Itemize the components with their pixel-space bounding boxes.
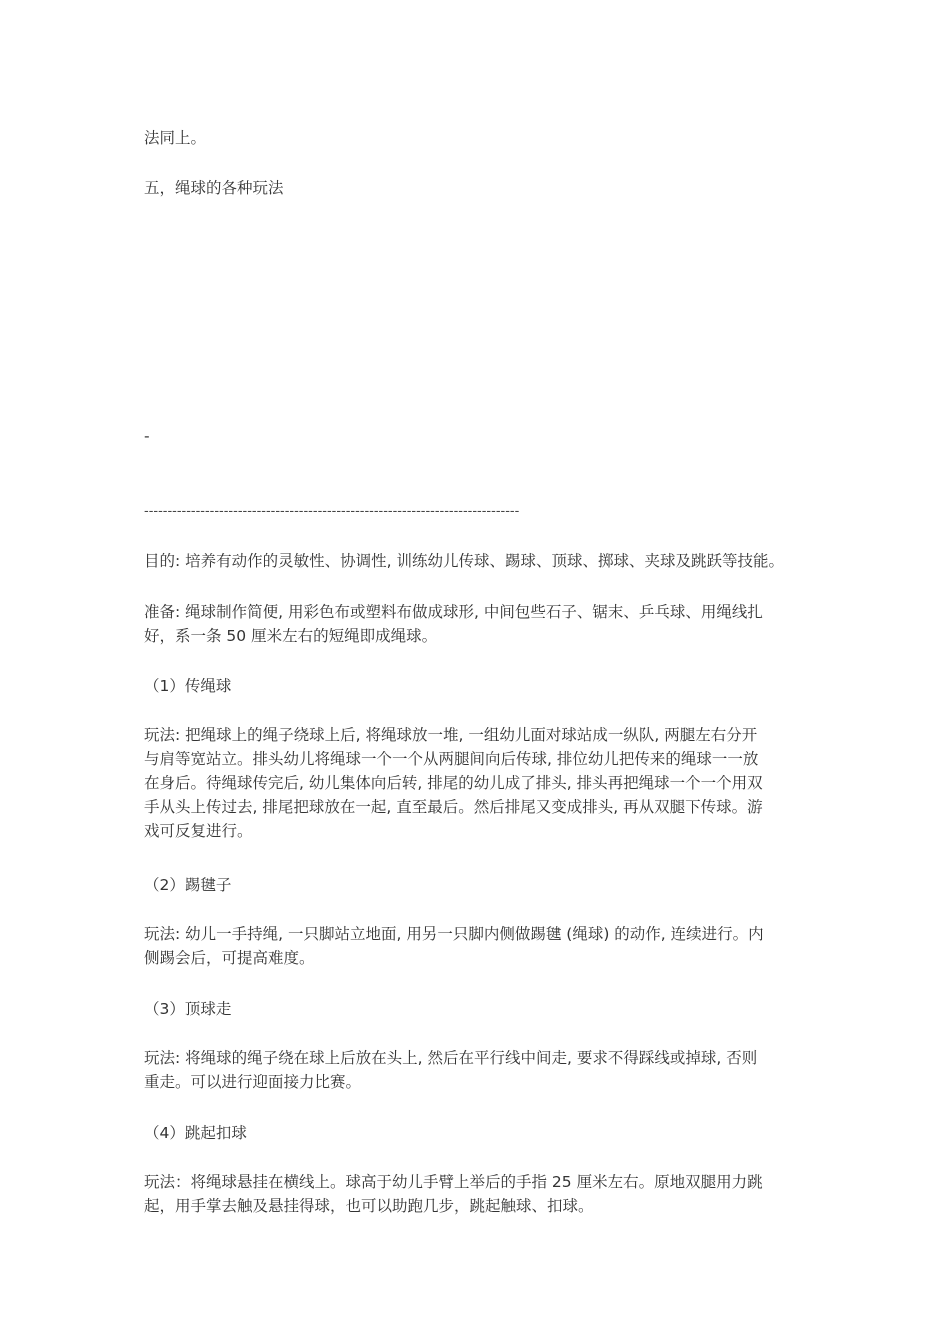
continuation-text: 法同上。 <box>144 129 207 147</box>
game-3-title: （3）顶球走 <box>144 1000 232 1018</box>
rule-line: 玩法：将绳球悬挂在横线上。球高于幼儿手臂上举后的手指 25 厘米左右。原地双腿用力跳 <box>144 1173 763 1191</box>
game-4-rules <box>144 1170 810 1218</box>
section-heading: 五，绳球的各种玩法 <box>144 179 284 197</box>
dash-mark: - <box>144 427 150 445</box>
rule-line: 玩法: 将绳球的绳子绕在球上后放在头上, 然后在平行线中间走, 要求不得踩线或掉球, 否则 <box>144 1049 758 1067</box>
rule-line: 重走。可以进行迎面接力比赛。 <box>144 1073 362 1091</box>
preparation-line: 好，系一条 50 厘米左右的短绳即成绳球。 <box>144 627 438 645</box>
rule-line: 手从头上传过去, 排尾把球放在一起, 直至最后。然后排尾又变成排头, 再从双腿下传球。游 <box>144 798 763 816</box>
rule-line: 与肩等宽站立。排头幼儿将绳球一个一个从两腿间向后传球, 排位幼儿把传来的绳球一一放 <box>144 750 759 768</box>
rule-line: 戏可反复进行。 <box>144 822 253 840</box>
separator-line: -------------------------------------------------------------------------------- <box>144 504 520 519</box>
game-2-rules <box>144 922 810 970</box>
game-1-rules <box>144 723 810 843</box>
game-2-title: （2）踢毽子 <box>144 876 232 894</box>
rule-line: 玩法: 把绳球上的绳子绕球上后, 将绳球放一堆, 一组幼儿面对球站成一纵队, 两腿左右分开 <box>144 726 758 744</box>
rule-line: 起，用手掌去触及悬挂得球，也可以助跑几步，跳起触球、扣球。 <box>144 1197 594 1215</box>
game-1-title: （1）传绳球 <box>144 677 232 695</box>
rule-line: 在身后。待绳球传完后, 幼儿集体向后转, 排尾的幼儿成了排头, 排头再把绳球一个一个用双 <box>144 774 763 792</box>
preparation-line: 准备: 绳球制作简便, 用彩色布或塑料布做成球形, 中间包些石子、锯末、乒乓球、用绳线扎 <box>144 603 763 621</box>
game-3-rules <box>144 1046 810 1094</box>
purpose-paragraph: 目的: 培养有动作的灵敏性、协调性, 训练幼儿传球、踢球、顶球、掷球、夹球及跳跃等技能。 <box>144 552 785 570</box>
game-4-title: （4）跳起扣球 <box>144 1124 247 1142</box>
rule-line: 侧踢会后，可提高难度。 <box>144 949 315 967</box>
rule-line: 玩法: 幼儿一手持绳, 一只脚站立地面, 用另一只脚内侧做踢毽 (绳球) 的动作, 连续进行。内 <box>144 925 764 943</box>
preparation-paragraph <box>144 600 810 648</box>
